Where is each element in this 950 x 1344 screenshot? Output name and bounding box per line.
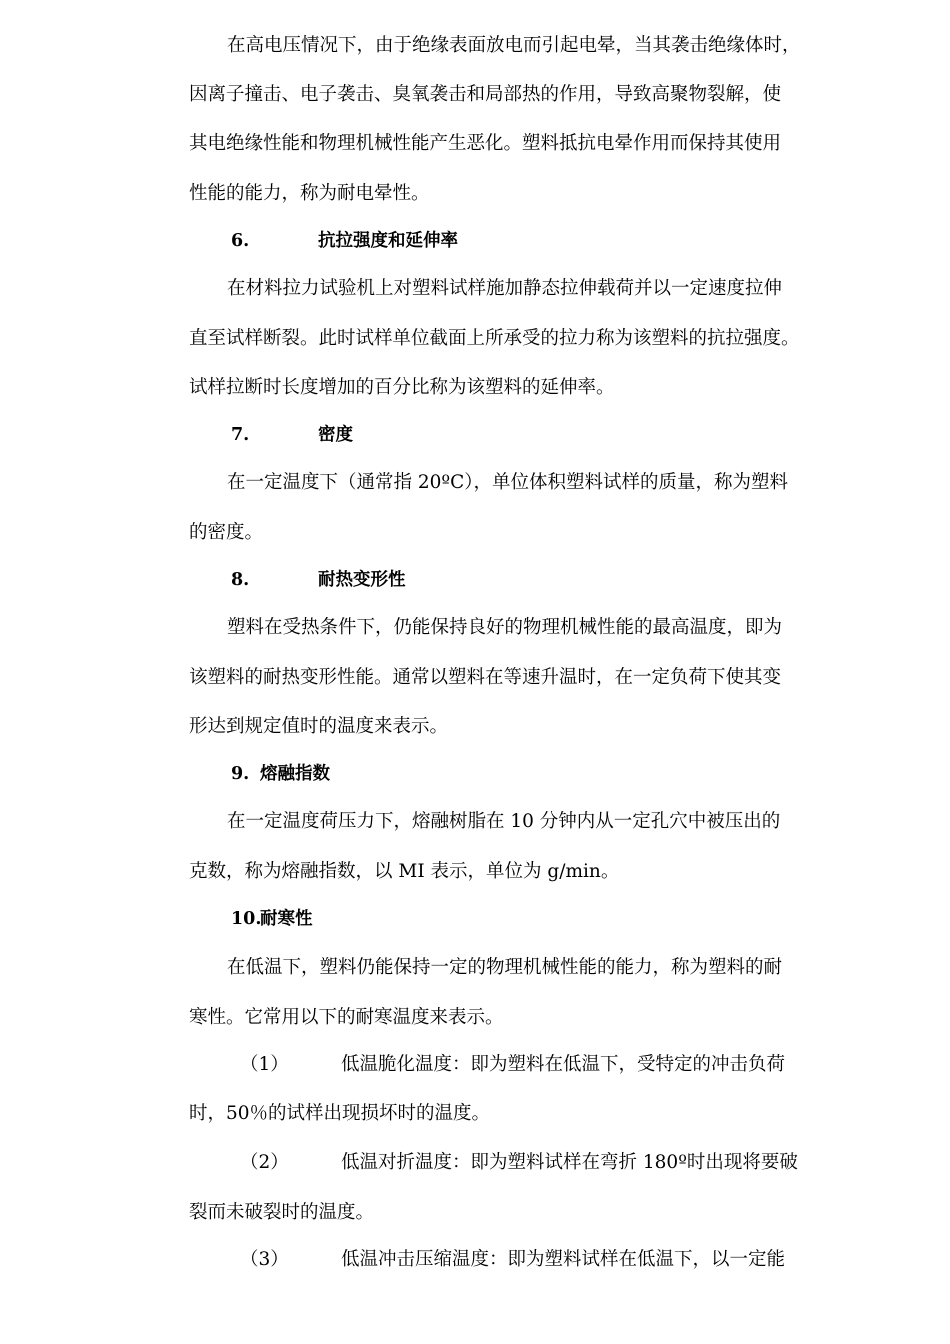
- section-heading-9: [231, 762, 330, 786]
- paragraph-line: 克数，称为熔融指数，以 MI 表示，单位为 g/min。: [189, 861, 620, 882]
- section-number: 8.: [231, 570, 250, 590]
- section-title: 耐热变形性: [318, 570, 406, 590]
- paragraph-line: 在一定温度下（通常指 20ºC），单位体积塑料试样的质量，称为塑料: [227, 472, 789, 493]
- section-title: 抗拉强度和延伸率: [318, 231, 458, 251]
- paragraph-line: 性能的能力，称为耐电晕性。: [189, 183, 430, 204]
- list-item-text: 低温脆化温度：即为塑料在低温下，受特定的冲击负荷: [341, 1054, 786, 1075]
- paragraph-line: 因离子撞击、电子袭击、臭氧袭击和局部热的作用，导致高聚物裂解，使: [189, 84, 782, 105]
- paragraph-line: 塑料在受热条件下，仍能保持良好的物理机械性能的最高温度，即为: [227, 617, 783, 638]
- paragraph-line: 试样拉断时长度增加的百分比称为该塑料的延伸率。: [189, 377, 615, 398]
- paragraph-line: 寒性。它常用以下的耐寒温度来表示。: [189, 1007, 504, 1028]
- paragraph-line: 形达到规定值时的温度来表示。: [189, 716, 449, 737]
- section-title: 耐寒性: [260, 909, 313, 929]
- section-number: 9.: [231, 764, 250, 784]
- list-item: [240, 1151, 830, 1175]
- section-number: 10.: [231, 909, 262, 929]
- section-title: 熔融指数: [260, 764, 330, 784]
- paragraph-line: 裂而未破裂时的温度。: [189, 1202, 375, 1223]
- section-heading-8: [231, 568, 406, 592]
- paragraph-line: 在一定温度荷压力下，熔融树脂在 10 分钟内从一定孔穴中被压出的: [227, 811, 781, 832]
- list-item: [240, 1053, 830, 1077]
- list-item-number: （3）: [240, 1249, 289, 1270]
- section-title: 密度: [318, 425, 353, 445]
- section-number: 6.: [231, 231, 250, 251]
- paragraph-line: 在低温下，塑料仍能保持一定的物理机械性能的能力，称为塑料的耐: [227, 957, 783, 978]
- paragraph-line: 在高电压情况下，由于绝缘表面放电而引起电晕，当其袭击绝缘体时，: [227, 35, 801, 56]
- section-heading-6: [231, 229, 458, 253]
- section-number: 7.: [231, 425, 250, 445]
- paragraph-line: 在材料拉力试验机上对塑料试样施加静态拉伸载荷并以一定速度拉伸: [227, 278, 783, 299]
- paragraph-line: 时，50％的试样出现损坏时的温度。: [189, 1103, 491, 1124]
- list-item: [240, 1248, 830, 1272]
- section-heading-10: [231, 907, 313, 931]
- paragraph-line: 直至试样断裂。此时试样单位截面上所承受的拉力称为该塑料的抗拉强度。: [189, 328, 800, 349]
- list-item-text: 低温冲击压缩温度：即为塑料试样在低温下，以一定能: [341, 1249, 786, 1270]
- paragraph-line: 其电绝缘性能和物理机械性能产生恶化。塑料抵抗电晕作用而保持其使用: [189, 133, 782, 154]
- paragraph-line: 该塑料的耐热变形性能。通常以塑料在等速升温时，在一定负荷下使其变: [189, 667, 782, 688]
- list-item-number: （1）: [240, 1054, 289, 1075]
- section-heading-7: [231, 423, 353, 447]
- paragraph-line: 的密度。: [189, 522, 264, 543]
- list-item-text: 低温对折温度：即为塑料试样在弯折 180º时出现将要破: [341, 1152, 798, 1173]
- list-item-number: （2）: [240, 1152, 289, 1173]
